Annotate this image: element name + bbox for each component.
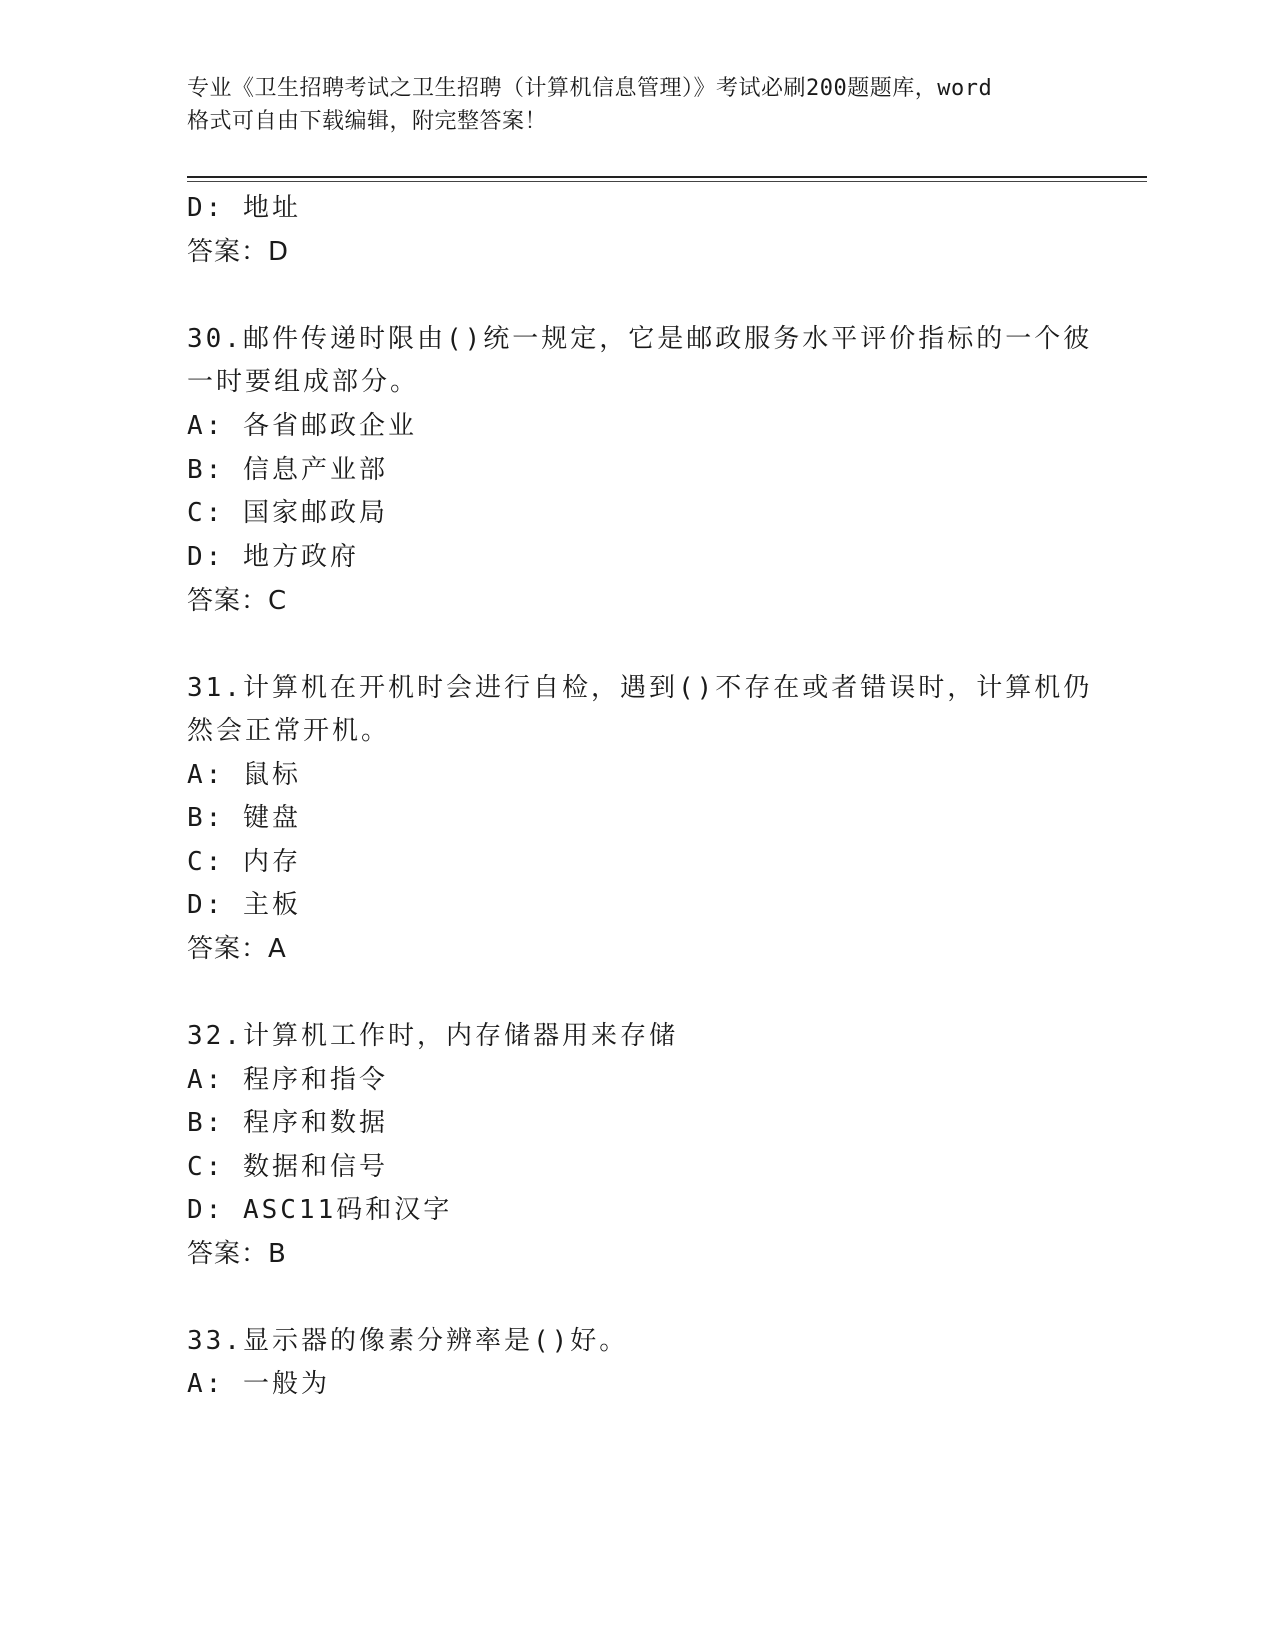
q33-option-a: A: 一般为: [187, 1369, 330, 1399]
q32-option-a: A: 程序和指令: [187, 1065, 388, 1095]
q31-option-d: D: 主板: [187, 890, 301, 920]
q32-option-c: C: 数据和信号: [187, 1152, 388, 1182]
q32-option-d: D: ASC11码和汉字: [187, 1195, 453, 1225]
header-divider-thick: [187, 176, 1147, 178]
q30-option-c: C: 国家邮政局: [187, 498, 388, 528]
q32-stem-line-1: 32.计算机工作时，内存储器用来存储: [187, 1021, 678, 1051]
prev-answer: 答案：D: [187, 237, 290, 267]
header-line-2: 格式可自由下载编辑，附完整答案！: [187, 109, 548, 134]
q31-answer: 答案：A: [187, 934, 287, 964]
q33-stem-line-1: 33.显示器的像素分辨率是()好。: [187, 1326, 629, 1356]
q30-answer: 答案：C: [187, 586, 288, 616]
header-divider-thin: [187, 181, 1147, 182]
q30-stem-line-1: 30.邮件传递时限由()统一规定，它是邮政服务水平评价指标的一个彼: [187, 324, 1093, 354]
q31-option-c: C: 内存: [187, 847, 301, 877]
q30-option-d: D: 地方政府: [187, 542, 359, 572]
q31-stem-line-2: 然会正常开机。: [187, 716, 391, 746]
q30-option-a: A: 各省邮政企业: [187, 411, 417, 441]
q32-option-b: B: 程序和数据: [187, 1108, 388, 1138]
q30-option-b: B: 信息产业部: [187, 455, 388, 485]
q31-stem-line-1: 31.计算机在开机时会进行自检，遇到()不存在或者错误时，计算机仍: [187, 673, 1093, 703]
header-line-1: 专业《卫生招聘考试之卫生招聘（计算机信息管理）》考试必刷200题题库，word: [187, 76, 993, 101]
q31-option-b: B: 键盘: [187, 803, 301, 833]
document-header: [187, 72, 1087, 138]
prev-option-d: D: 地址: [187, 193, 301, 223]
q30-stem-line-2: 一时要组成部分。: [187, 367, 420, 397]
q32-answer: 答案：B: [187, 1239, 287, 1269]
q31-option-a: A: 鼠标: [187, 760, 301, 790]
